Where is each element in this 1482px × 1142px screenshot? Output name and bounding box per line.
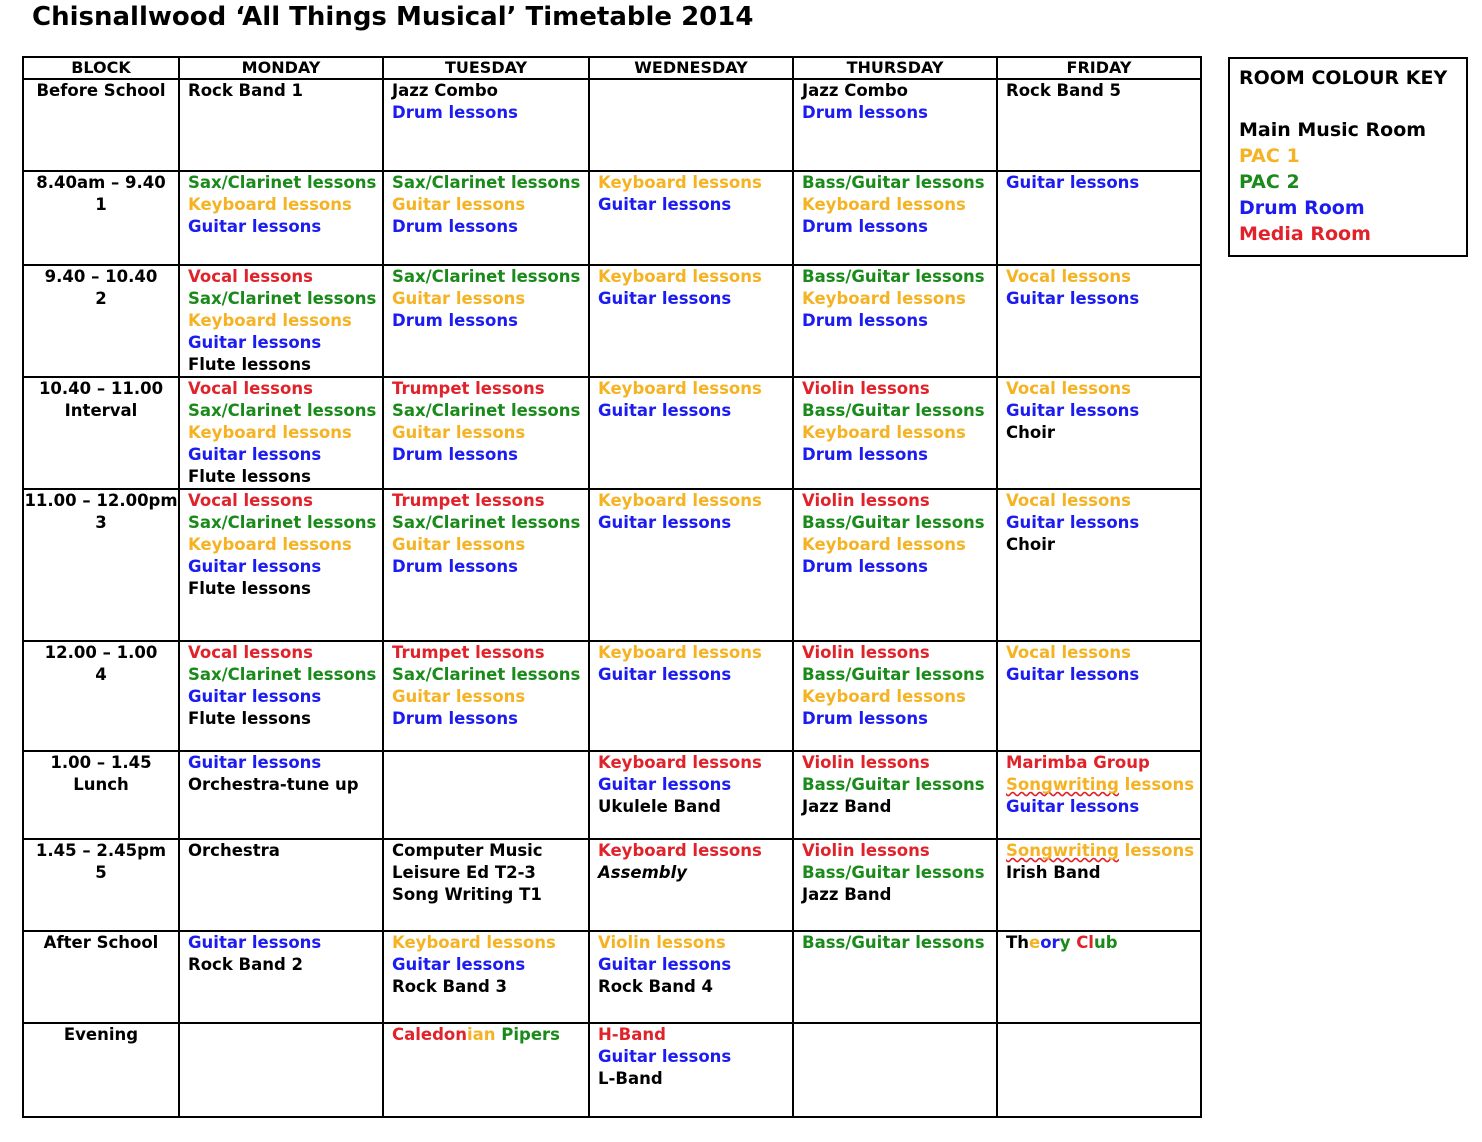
timetable-row	[23, 489, 1201, 641]
key-item: PAC 2	[1239, 171, 1300, 193]
header-monday: MONDAY	[179, 57, 383, 79]
block-cell	[23, 377, 179, 489]
cell-monday	[179, 377, 383, 489]
block-cell	[23, 931, 179, 1023]
timetable-entry: Guitar lessons	[188, 217, 322, 236]
timetable-entry: Keyboard lessons	[188, 195, 352, 214]
timetable-entry: Vocal lessons	[188, 643, 313, 662]
timetable-entry: Flute lessons	[188, 467, 311, 486]
timetable-entry: Violin lessons	[802, 841, 930, 860]
entry-part: lessons	[1118, 841, 1195, 860]
timetable-entry: Keyboard lessons	[598, 173, 762, 192]
cell-thursday	[793, 641, 997, 751]
block-label: 4	[95, 665, 107, 684]
cell-thursday	[793, 377, 997, 489]
timetable-entry: Guitar lessons	[598, 401, 732, 420]
cell-friday	[997, 931, 1201, 1023]
timetable-row	[23, 839, 1201, 931]
timetable-entry: Guitar lessons	[598, 665, 732, 684]
timetable-entry: Trumpet lessons	[392, 379, 545, 398]
cell-friday	[997, 377, 1201, 489]
block-label: Evening	[63, 1025, 139, 1044]
timetable-row	[23, 641, 1201, 751]
timetable-entry: Drum lessons	[802, 217, 928, 236]
timetable-entry: Drum lessons	[392, 311, 518, 330]
timetable-entry: Marimba Group	[1006, 753, 1150, 772]
timetable-entry: Guitar lessons	[188, 445, 322, 464]
timetable-entry: Sax/Clarinet lessons	[188, 173, 377, 192]
timetable-entry: Guitar lessons	[598, 1047, 732, 1066]
timetable-entry: Sax/Clarinet lessons	[392, 267, 581, 286]
timetable-entry: Guitar lessons	[188, 687, 322, 706]
timetable-entry: Orchestra-tune up	[188, 775, 359, 794]
timetable-entry: Bass/Guitar lessons	[802, 775, 985, 794]
timetable-entry: Keyboard lessons	[598, 753, 762, 772]
cell-tuesday	[383, 171, 589, 265]
cell-monday	[179, 931, 383, 1023]
timetable-entry: Vocal lessons	[188, 379, 313, 398]
timetable-entry: Guitar lessons	[188, 557, 322, 576]
entry-part: e	[1029, 933, 1041, 952]
cell-monday	[179, 171, 383, 265]
timetable-entry: Guitar lessons	[1006, 513, 1140, 532]
timetable-entry: Jazz Band	[802, 885, 892, 904]
cell-tuesday	[383, 489, 589, 641]
cell-tuesday	[383, 839, 589, 931]
timetable-entry: Sax/Clarinet lessons	[392, 513, 581, 532]
timetable-entry	[1006, 840, 1200, 862]
key-item: PAC 1	[1239, 145, 1300, 167]
cell-monday	[179, 641, 383, 751]
timetable-entry: Guitar lessons	[392, 535, 526, 554]
header-block: BLOCK	[23, 57, 179, 79]
timetable-entry: Drum lessons	[392, 709, 518, 728]
timetable-entry: Vocal lessons	[188, 491, 313, 510]
timetable-entry: Keyboard lessons	[188, 535, 352, 554]
timetable-entry: Rock Band 4	[598, 977, 714, 996]
timetable-entry: Guitar lessons	[392, 423, 526, 442]
timetable-entry: L-Band	[598, 1069, 663, 1088]
timetable-entry: Sax/Clarinet lessons	[188, 401, 377, 420]
timetable-entry	[392, 1024, 588, 1046]
timetable-entry: Guitar lessons	[598, 955, 732, 974]
cell-thursday	[793, 839, 997, 931]
timetable-entry: Keyboard lessons	[802, 289, 966, 308]
timetable-entry: Trumpet lessons	[392, 491, 545, 510]
timetable-entry: Keyboard lessons	[802, 423, 966, 442]
timetable-entry: Vocal lessons	[1006, 491, 1131, 510]
timetable-row	[23, 377, 1201, 489]
timetable-entry: Sax/Clarinet lessons	[392, 401, 581, 420]
entry-part: Cl	[1076, 933, 1094, 952]
timetable-entry: Guitar lessons	[1006, 289, 1140, 308]
timetable-entry: Sax/Clarinet lessons	[188, 665, 377, 684]
timetable-entry: Trumpet lessons	[392, 643, 545, 662]
cell-thursday	[793, 171, 997, 265]
block-label: 1.00 – 1.45	[50, 753, 152, 772]
timetable-entry: Assembly	[598, 863, 688, 882]
cell-tuesday	[383, 265, 589, 377]
block-label: 1	[95, 195, 107, 214]
timetable-entry: Flute lessons	[188, 355, 311, 374]
cell-monday	[179, 1023, 383, 1117]
cell-monday	[179, 751, 383, 839]
timetable-entry: Rock Band 1	[188, 81, 304, 100]
timetable-entry: Guitar lessons	[392, 195, 526, 214]
timetable-entry: Guitar lessons	[1006, 797, 1140, 816]
block-cell	[23, 265, 179, 377]
page-title: Chisnallwood ‘All Things Musical’ Timetable 2014	[32, 2, 754, 32]
entry-part: y	[1059, 933, 1077, 952]
block-label: Lunch	[73, 775, 129, 794]
block-label: 8.40am – 9.40	[36, 173, 166, 192]
timetable-entry: Guitar lessons	[188, 753, 322, 772]
timetable-entry: Bass/Guitar lessons	[802, 267, 985, 286]
timetable-entry: Keyboard lessons	[598, 491, 762, 510]
entry-part: Caledon	[392, 1025, 467, 1044]
timetable-entry: H-Band	[598, 1025, 666, 1044]
timetable-entry: Rock Band 3	[392, 977, 508, 996]
cell-wednesday	[589, 79, 793, 171]
cell-wednesday	[589, 377, 793, 489]
timetable-entry: Guitar lessons	[598, 775, 732, 794]
entry-part: lessons	[1118, 775, 1195, 794]
block-cell	[23, 79, 179, 171]
cell-friday	[997, 265, 1201, 377]
timetable-entry: Keyboard lessons	[802, 535, 966, 554]
cell-friday	[997, 641, 1201, 751]
timetable-entry: Vocal lessons	[188, 267, 313, 286]
timetable-entry: Guitar lessons	[392, 955, 526, 974]
block-label: 9.40 – 10.40	[44, 267, 158, 286]
timetable-entry: Keyboard lessons	[802, 687, 966, 706]
cell-monday	[179, 839, 383, 931]
block-label: 10.40 – 11.00	[38, 379, 164, 398]
timetable-entry: Keyboard lessons	[188, 311, 352, 330]
timetable-entry: Violin lessons	[802, 379, 930, 398]
timetable-row	[23, 171, 1201, 265]
entry-part: or	[1040, 933, 1060, 952]
timetable-entry: Guitar lessons	[1006, 665, 1140, 684]
header-friday: FRIDAY	[997, 57, 1201, 79]
block-label: 3	[95, 513, 107, 532]
timetable-entry: Jazz Band	[802, 797, 892, 816]
timetable-entry: Violin lessons	[802, 491, 930, 510]
timetable-entry: Guitar lessons	[392, 687, 526, 706]
cell-wednesday	[589, 839, 793, 931]
timetable-entry: Guitar lessons	[1006, 401, 1140, 420]
timetable-entry: Keyboard lessons	[598, 841, 762, 860]
timetable-entry: Drum lessons	[802, 311, 928, 330]
block-label: 12.00 – 1.00	[44, 643, 158, 662]
header-tuesday: TUESDAY	[383, 57, 589, 79]
entry-part sq: Songwriting	[1006, 841, 1119, 860]
timetable-entry: Choir	[1006, 423, 1055, 442]
block-cell	[23, 839, 179, 931]
timetable-entry: Violin lessons	[802, 643, 930, 662]
entry-part: Th	[1006, 933, 1030, 952]
entry-part: Pipers	[495, 1025, 560, 1044]
cell-tuesday	[383, 377, 589, 489]
cell-thursday	[793, 931, 997, 1023]
cell-monday	[179, 489, 383, 641]
timetable-entry: Jazz Combo	[392, 81, 499, 100]
timetable-entry: Guitar lessons	[598, 195, 732, 214]
timetable-entry: Orchestra	[188, 841, 280, 860]
header-wednesday: WEDNESDAY	[589, 57, 793, 79]
timetable-entry: Keyboard lessons	[392, 933, 556, 952]
timetable-entry: Keyboard lessons	[598, 267, 762, 286]
cell-wednesday	[589, 489, 793, 641]
timetable-entry: Guitar lessons	[598, 289, 732, 308]
timetable-entry: Drum lessons	[802, 103, 928, 122]
cell-wednesday	[589, 171, 793, 265]
timetable-entry: Bass/Guitar lessons	[802, 933, 985, 952]
cell-friday	[997, 751, 1201, 839]
timetable-entry: Song Writing T1	[392, 885, 542, 904]
cell-friday	[997, 1023, 1201, 1117]
block-cell	[23, 171, 179, 265]
timetable-row	[23, 265, 1201, 377]
timetable-entry: Vocal lessons	[1006, 379, 1131, 398]
cell-wednesday	[589, 265, 793, 377]
block-label: Before School	[36, 81, 166, 100]
entry-part sq: Songwriting	[1006, 775, 1119, 794]
timetable-entry: Vocal lessons	[1006, 643, 1131, 662]
entry-part: ian	[466, 1025, 496, 1044]
timetable-entry: Keyboard lessons	[802, 195, 966, 214]
timetable-entry: Irish Band	[1006, 863, 1101, 882]
block-cell	[23, 489, 179, 641]
timetable-entry: Guitar lessons	[1006, 173, 1140, 192]
cell-friday	[997, 79, 1201, 171]
cell-monday	[179, 265, 383, 377]
timetable-row	[23, 1023, 1201, 1117]
cell-friday	[997, 839, 1201, 931]
timetable-entry: Violin lessons	[802, 753, 930, 772]
timetable-entry: Drum lessons	[802, 557, 928, 576]
timetable-entry: Sax/Clarinet lessons	[188, 289, 377, 308]
cell-thursday	[793, 751, 997, 839]
timetable-entry: Keyboard lessons	[598, 643, 762, 662]
timetable-entry: Leisure Ed T2-3	[392, 863, 536, 882]
key-item: Drum Room	[1239, 197, 1365, 219]
header-row	[23, 57, 1201, 79]
timetable-entry: Choir	[1006, 535, 1055, 554]
timetable-entry: Bass/Guitar lessons	[802, 513, 985, 532]
room-colour-key	[1228, 57, 1468, 257]
timetable-entry: Keyboard lessons	[188, 423, 352, 442]
timetable-entry: Drum lessons	[392, 217, 518, 236]
cell-thursday	[793, 489, 997, 641]
block-label: 5	[95, 863, 107, 882]
timetable-entry: Drum lessons	[802, 709, 928, 728]
timetable-entry: Guitar lessons	[188, 933, 322, 952]
cell-tuesday	[383, 1023, 589, 1117]
block-label: 2	[95, 289, 107, 308]
timetable-row	[23, 79, 1201, 171]
key-item: Main Music Room	[1239, 119, 1427, 141]
timetable-entry: Sax/Clarinet lessons	[392, 173, 581, 192]
header-thursday: THURSDAY	[793, 57, 997, 79]
timetable-entry: Bass/Guitar lessons	[802, 665, 985, 684]
timetable-entry: Rock Band 2	[188, 955, 304, 974]
cell-tuesday	[383, 751, 589, 839]
cell-tuesday	[383, 79, 589, 171]
timetable-entry: Rock Band 5	[1006, 81, 1122, 100]
timetable-entry: Jazz Combo	[802, 81, 909, 100]
timetable-entry	[1006, 774, 1200, 796]
block-cell	[23, 641, 179, 751]
block-label: 11.00 – 12.00pm	[24, 491, 178, 510]
timetable-row	[23, 751, 1201, 839]
timetable-entry: Violin lessons	[598, 933, 726, 952]
timetable-entry: Flute lessons	[188, 579, 311, 598]
timetable-entry: Drum lessons	[392, 557, 518, 576]
cell-wednesday	[589, 641, 793, 751]
key-item: Media Room	[1239, 223, 1371, 245]
timetable-entry: Computer Music	[392, 841, 543, 860]
timetable-entry: Sax/Clarinet lessons	[392, 665, 581, 684]
cell-monday	[179, 79, 383, 171]
timetable-entry: Guitar lessons	[598, 513, 732, 532]
timetable-entry	[1006, 932, 1200, 954]
timetable-entry: Drum lessons	[392, 445, 518, 464]
key-title: ROOM COLOUR KEY	[1239, 67, 1448, 89]
block-cell	[23, 751, 179, 839]
timetable-entry: Bass/Guitar lessons	[802, 863, 985, 882]
block-cell	[23, 1023, 179, 1117]
timetable-entry: Guitar lessons	[188, 333, 322, 352]
timetable-entry: Sax/Clarinet lessons	[188, 513, 377, 532]
cell-tuesday	[383, 641, 589, 751]
timetable-entry: Vocal lessons	[1006, 267, 1131, 286]
cell-wednesday	[589, 931, 793, 1023]
timetable	[22, 56, 1202, 1118]
block-label: 1.45 – 2.45pm	[35, 841, 167, 860]
block-label: After School	[43, 933, 159, 952]
cell-wednesday	[589, 1023, 793, 1117]
cell-thursday	[793, 265, 997, 377]
timetable-entry: Drum lessons	[392, 103, 518, 122]
timetable-entry: Flute lessons	[188, 709, 311, 728]
timetable-entry: Keyboard lessons	[598, 379, 762, 398]
block-label: Interval	[64, 401, 138, 420]
timetable-row	[23, 931, 1201, 1023]
cell-friday	[997, 171, 1201, 265]
timetable-entry: Guitar lessons	[392, 289, 526, 308]
cell-thursday	[793, 79, 997, 171]
timetable-entry: Bass/Guitar lessons	[802, 401, 985, 420]
timetable-entry: Ukulele Band	[598, 797, 721, 816]
cell-tuesday	[383, 931, 589, 1023]
entry-part: ub	[1093, 933, 1118, 952]
timetable-entry: Bass/Guitar lessons	[802, 173, 985, 192]
cell-friday	[997, 489, 1201, 641]
cell-thursday	[793, 1023, 997, 1117]
timetable-entry: Drum lessons	[802, 445, 928, 464]
cell-wednesday	[589, 751, 793, 839]
